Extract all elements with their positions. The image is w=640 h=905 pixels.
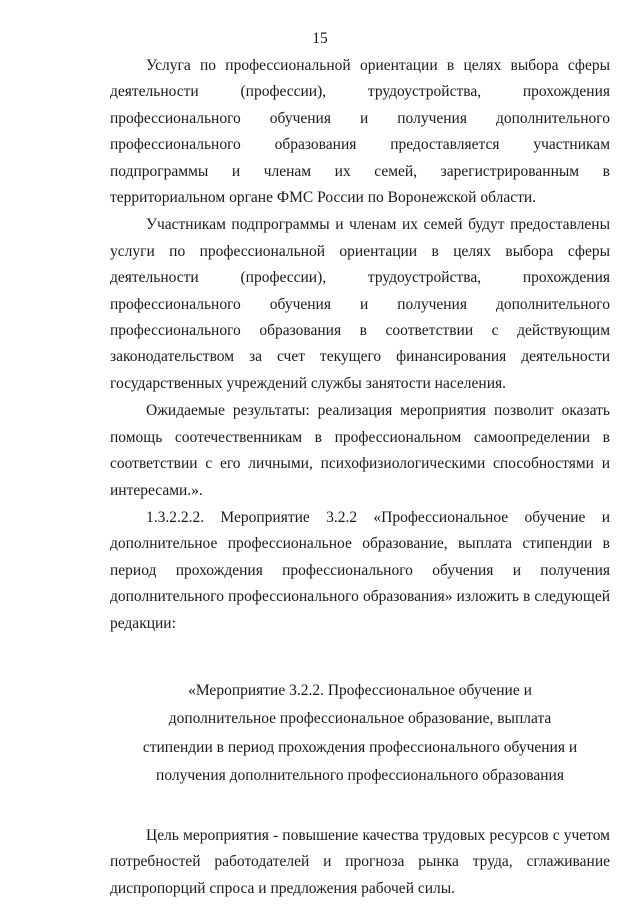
page-number: 15 bbox=[312, 30, 328, 47]
measure-heading bbox=[110, 677, 610, 791]
paragraph-expected-results: Ожидаемые результаты: реализация мероприятия позволит оказать помощь соотечественникам в профессиональном самоопределении в соответствии с его личными, психофизиологическими способностями и интересами.». bbox=[110, 402, 610, 499]
document-body bbox=[110, 53, 610, 902]
paragraph-amendment-clause: 1.3.2.2.2. Мероприятие 3.2.2 «Профессиональное обучение и дополнительное профессиональное образование, выплата стипендии в период прохождения профессионального обучения и получения дополнительного профессионального образования» изложить в следующей редакции: bbox=[110, 508, 610, 632]
paragraph-service-description: Услуга по профессиональной ориентации в целях выбора сферы деятельности (профессии), трудоустройства, прохождения профессионального обучения и получения дополнительного профессионального образования предоставляется участникам подпрограммы и членам их семей, зарегистрированным в территориальном органе ФМС России по Воронежской области. bbox=[110, 57, 610, 207]
paragraph-measure-goal: Цель мероприятия - повышение качества трудовых ресурсов с учетом потребностей работодателей и прогноза рынка труда, сглаживание диспропорций спроса и предложения рабочей силы. bbox=[110, 826, 610, 897]
heading-line: дополнительное профессиональное образование, выплата bbox=[168, 710, 552, 728]
heading-line: получения дополнительного профессионального образования bbox=[156, 767, 564, 785]
heading-line: «Мероприятие 3.2.2. Профессиональное обучение и bbox=[188, 681, 532, 699]
paragraph-services-provided: Участникам подпрограммы и членам их семей будут предоставлены услуги по профессиональной ориентации в целях выбора сферы деятельности (профессии), трудоустройства, прохождения профессионального обучения и получения дополнительного профессионального образования в соответствии с действующим законодательством за счет текущего финансирования деятельности государственных учреждений службы занятости населения. bbox=[110, 216, 610, 392]
heading-line: стипендии в период прохождения профессионального обучения и bbox=[142, 738, 578, 756]
